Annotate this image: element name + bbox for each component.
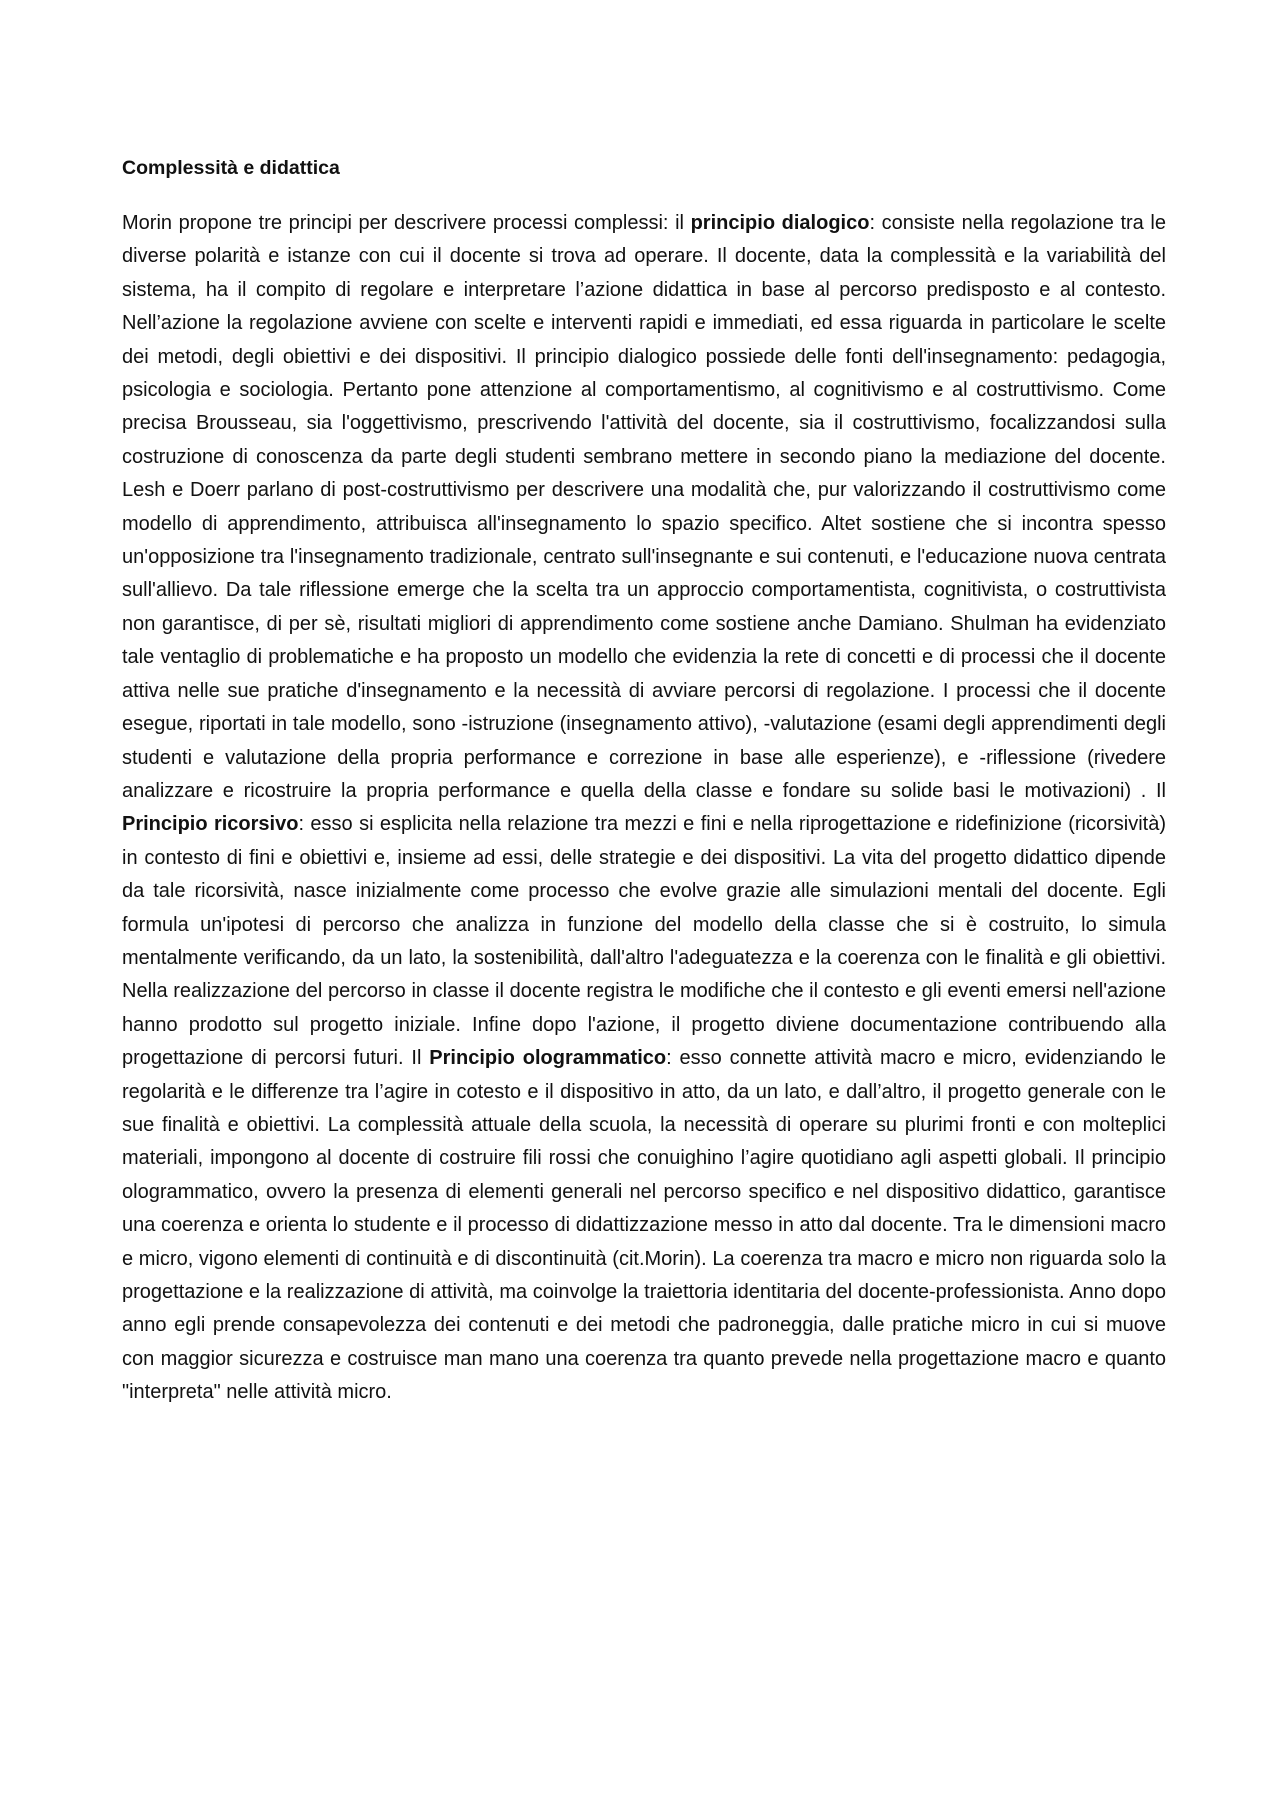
document-paragraph (122, 207, 1166, 1410)
document-title: Complessità e didattica (122, 157, 340, 179)
text-segment-intro: Morin propone tre principi per descrivere processi complessi: il (122, 212, 691, 234)
term-principio-dialogico: principio dialogico (690, 212, 870, 234)
text-segment-dialogico: : consiste nella regolazione tra le diverse polarità e istanze con cui il docente si trova ad operare. Il docente, data la complessità e la variabilità del sistema, ha il compito di regolare e interpretare l’azione didattica in base al percorso predisposto e al contesto. Nell’azione la regolazione avviene con scelte e interventi rapidi e immediati, ed essa riguarda in particolare le scelte dei metodi, degli obiettivi e dei dispositivi. Il principio dialogico possiede delle fonti dell'insegnamento: pedagogia, psicologia e sociologia. Pertanto pone attenzione al comportamentismo, al cognitivismo e al costruttivismo. Come precisa Brousseau, sia l'oggettivismo, prescrivendo l'attività del docente, sia il costruttivismo, focalizzandosi sulla costruzione di conoscenza da parte degli studenti sembrano mettere in secondo piano la mediazione del docente. Lesh e Doerr parlano di post-costruttivismo per descrivere una modalità che, pur valorizzando il costruttivismo come modello di apprendimento, attribuisca all'insegnamento lo spazio specifico. Altet sostiene che si incontra spesso un'opposizione tra l'insegnamento tradizionale, centrato sull'insegnante e sui contenuti, e l'educazione nuova centrata sull'allievo. Da tale riflessione emerge che la scelta tra un approccio comportamentista, cognitivista, o costruttivista non garantisce, di per sè, risultati migliori di apprendimento come sostiene anche Damiano. Shulman ha evidenziato tale ventaglio di problematiche e ha proposto un modello che evidenzia la rete di concetti e di processi che il docente attiva nelle sue pratiche d'insegnamento e la necessità di avviare percorsi di regolazione. I processi che il docente esegue, riportati in tale modello, sono -istruzione (insegnamento attivo), -valutazione (esami degli apprendimenti degli studenti e valutazione della propria performance e correzione in base alle esperienze), e -riflessione (rivedere analizzare e ricostruire la propria performance e quella della classe e fondare su solide basi le motivazioni) . Il (122, 212, 1166, 802)
document-content (122, 152, 1166, 1410)
text-segment-ologrammatico: : esso connette attività macro e micro, evidenziando le regolarità e le differenze tra l’agire in cotesto e il dispositivo in atto, da un lato, e dall’altro, il progetto generale con le sue finalità e obiettivi. La complessità attuale della scuola, la necessità di operare su plurimi fronti e con molteplici materiali, impongono al docente di costruire fili rossi che conuighino l’agire quotidiano agli aspetti globali. Il principio ologrammatico, ovvero la presenza di elementi generali nel percorso specifico e nel dispositivo didattico, garantisce una coerenza e orienta lo studente e il processo di didattizzazione messo in atto dal docente. Tra le dimensioni macro e micro, vigono elementi di continuità e di discontinuità (cit.Morin). La coerenza tra macro e micro non riguarda solo la progettazione e la realizzazione di attività, ma coinvolge la traiettoria identitaria del docente-professionista. Anno dopo anno egli prende consapevolezza dei contenuti e dei metodi che padroneggia, dalle pratiche micro in cui si muove con maggior sicurezza e costruisce man mano una coerenza tra quanto prevede nella progettazione macro e quanto "interpreta" nelle attività micro. (122, 1047, 1167, 1404)
text-segment-ricorsivo: : esso si esplicita nella relazione tra mezzi e fini e nella riprogettazione e ridefinizione (ricorsività) in contesto di fini e obiettivi e, insieme ad essi, delle strategie e dei dispositivi. La vita del progetto didattico dipende da tale ricorsività, nasce inizialmente come processo che evolve grazie alle simulazioni mentali del docente. Egli formula un'ipotesi di percorso che analizza in funzione del modello della classe che si è costruito, lo simula mentalmente verificando, da un lato, la sostenibilità, dall'altro l'adeguatezza e la coerenza con le finalità e gli obiettivi. Nella realizzazione del percorso in classe il docente registra le modifiche che il contesto e gli eventi emersi nell'azione hanno prodotto sul progetto iniziale. Infine dopo l'azione, il progetto diviene documentazione contribuendo alla progettazione di percorsi futuri. Il (122, 813, 1166, 1070)
term-principio-ricorsivo: Principio ricorsivo (122, 813, 299, 836)
term-principio-ologrammatico: Principio ologrammatico (429, 1047, 667, 1070)
